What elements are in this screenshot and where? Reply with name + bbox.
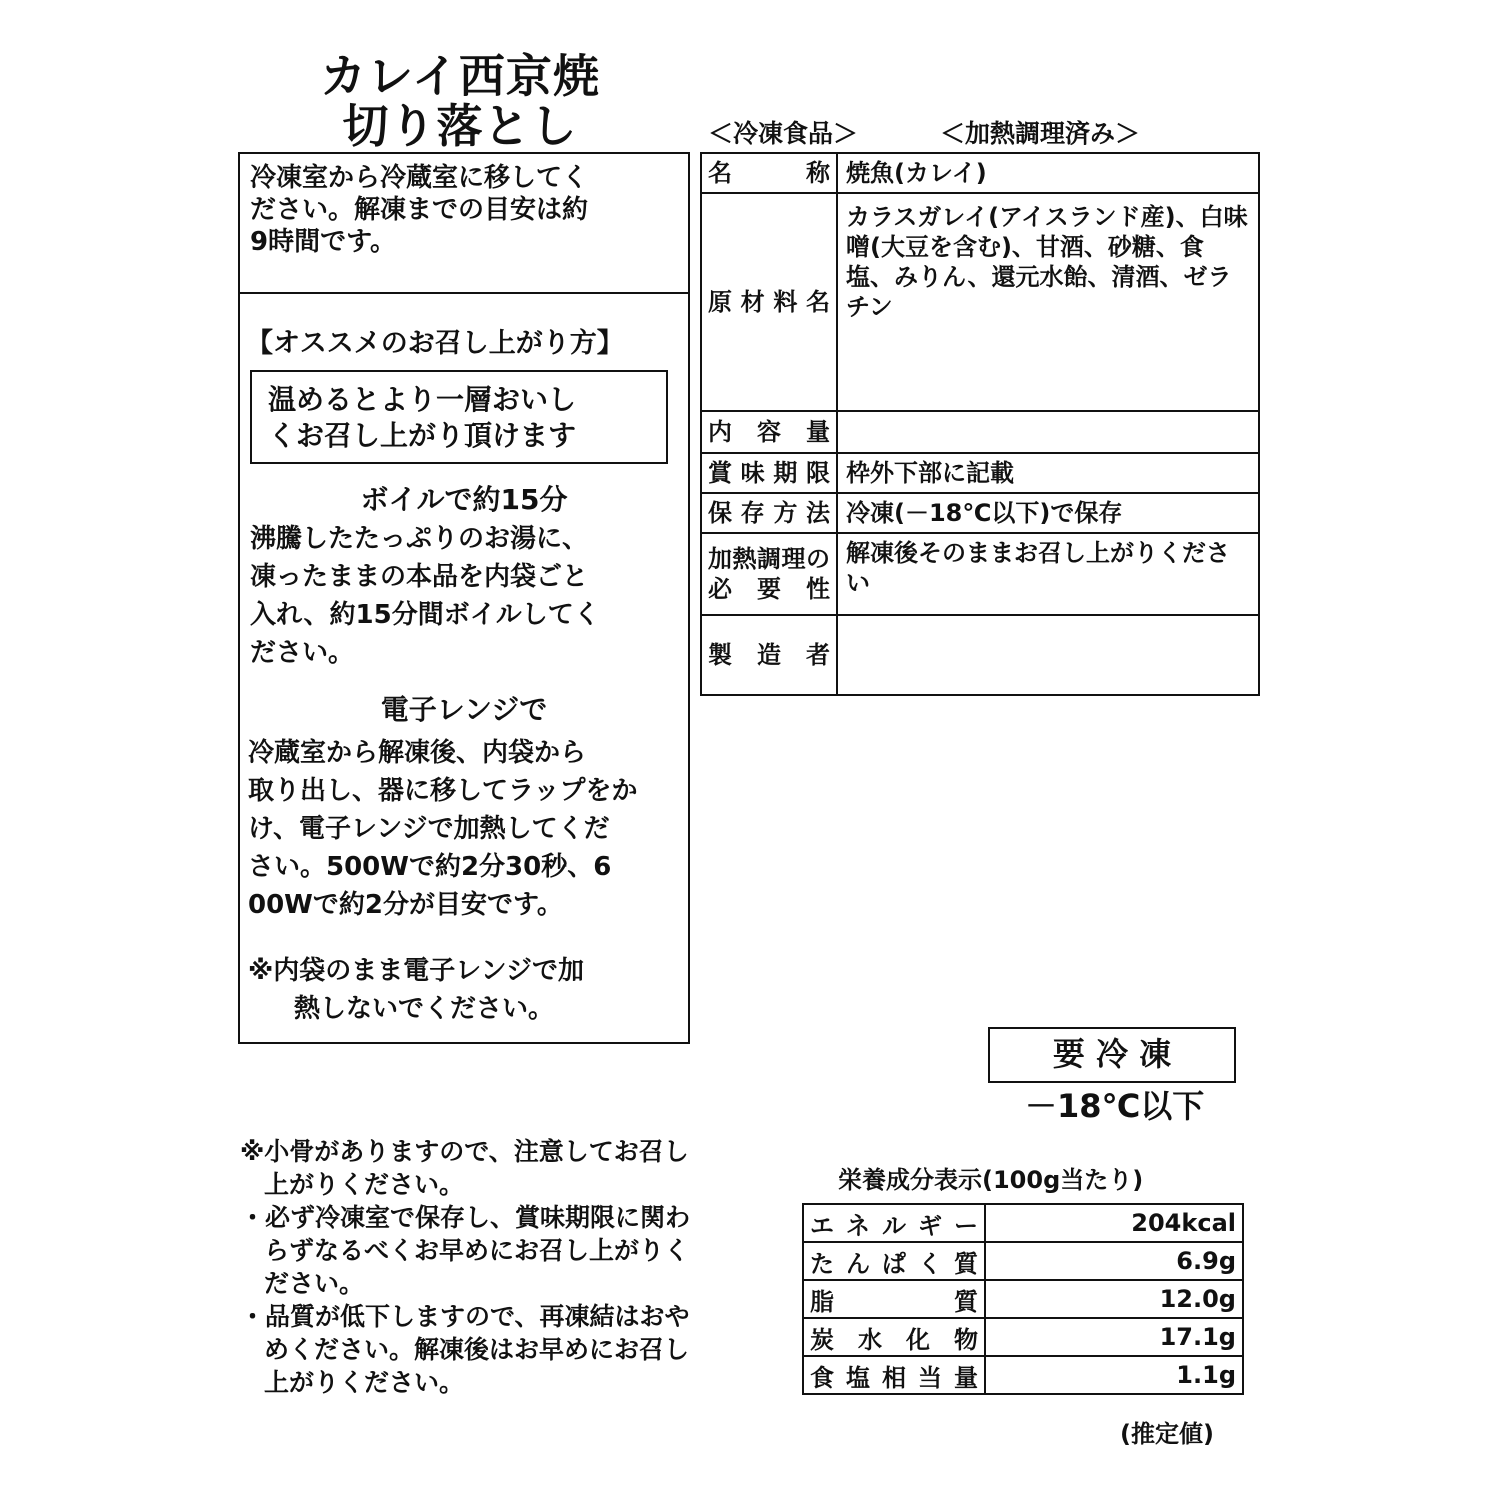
product-title-line2: 切り落とし (342, 99, 578, 153)
nutrition-label: 炭水化物 (803, 1318, 985, 1356)
spec-label: 内容量 (701, 411, 837, 453)
recommend-heading: 【オススメのお召し上がり方】 (246, 328, 624, 359)
nutrition-row (803, 1356, 1243, 1394)
boil-heading: ボイルで約15分 (360, 483, 568, 516)
thaw-note-line: 冷凍室から冷蔵室に移してく (250, 163, 589, 193)
nutrition-heading: 栄養成分表示(100g当たり) (838, 1166, 1144, 1194)
keep-frozen-temp: －18℃以下 (1025, 1087, 1205, 1125)
caution-item: ・品質が低下しますので、再凍結はおやめください。解凍後はお早めにお召し上がりください。 (240, 1302, 690, 1397)
highlight-line: 温めるとより一層おいし (268, 383, 577, 416)
microwave-line: け、電子レンジで加熱してくだ (248, 814, 610, 844)
microwave-line: さい。500Wで約2分30秒、6 (248, 852, 612, 882)
spec-row-heating (701, 533, 1259, 615)
boil-line: 沸騰したたっぷりのお湯に、 (250, 524, 589, 554)
boil-line: 凍ったままの本品を内袋ごと (250, 562, 589, 592)
microwave-line: 取り出し、器に移してラップをか (248, 776, 638, 806)
spec-row-ingredients (701, 193, 1259, 411)
spec-label: 名称 (701, 153, 837, 193)
highlight-box (250, 370, 668, 464)
microwave-heading: 電子レンジで (380, 693, 548, 726)
thaw-note-box (238, 152, 690, 294)
spec-row-best-before (701, 453, 1259, 493)
nutrition-row (803, 1204, 1243, 1242)
nutrition-label: たんぱく質 (803, 1242, 985, 1280)
precooked-label: ＜加熱調理済み＞ (940, 119, 1141, 148)
warning-line: ※内袋のまま電子レンジで加 (248, 956, 584, 986)
warning-line: 熱しないでください。 (294, 994, 555, 1024)
spec-row-manufacturer (701, 615, 1259, 695)
product-title-line1: カレイ西京焼 (320, 49, 600, 103)
spec-label: 賞味期限 (701, 453, 837, 493)
nutrition-value: 17.1g (985, 1318, 1243, 1356)
microwave-line: 00Wで約2分が目安です。 (248, 890, 563, 920)
spec-value: 焼魚(カレイ) (837, 153, 1259, 193)
caution-item: ・必ず冷凍室で保存し、賞味期限に関わらずなるべくお早めにお召し上がりください。 (240, 1203, 691, 1298)
spec-label: 製造者 (701, 615, 837, 695)
spec-value: 枠外下部に記載 (837, 453, 1259, 493)
boil-instructions (250, 520, 600, 672)
nutrition-value: 12.0g (985, 1280, 1243, 1318)
thaw-note-line: 9時間です。 (250, 227, 397, 257)
nutrition-value: 6.9g (985, 1242, 1243, 1280)
nutrition-footnote: (推定値) (1120, 1420, 1214, 1448)
frozen-food-label: ＜冷凍食品＞ (708, 119, 859, 148)
spec-value: 解凍後そのままお召し上がりください (837, 533, 1259, 615)
cautions-list (240, 1135, 710, 1399)
spec-row-storage (701, 493, 1259, 533)
spec-row-name (701, 153, 1259, 193)
nutrition-label: エネルギー (803, 1204, 985, 1242)
nutrition-row (803, 1280, 1243, 1318)
nutrition-value: 1.1g (985, 1356, 1243, 1394)
spec-label: 原材料名 (701, 193, 837, 411)
product-spec-table (700, 152, 1260, 696)
spec-label: 保存方法 (701, 493, 837, 533)
caution-item: ※小骨がありますので、注意してお召し上がりください。 (240, 1137, 689, 1199)
microwave-line: 冷蔵室から解凍後、内袋から (248, 738, 587, 768)
highlight-line: くお召し上がり頂けます (268, 419, 577, 452)
microwave-instructions (248, 734, 637, 924)
thaw-note-line: ださい。解凍までの目安は約 (250, 195, 589, 225)
spec-value (837, 615, 1259, 695)
boil-line: ださい。 (250, 638, 355, 668)
nutrition-table (802, 1203, 1244, 1395)
spec-value (837, 411, 1259, 453)
boil-line: 入れ、約15分間ボイルしてく (250, 600, 600, 630)
keep-frozen-badge: 要 冷 凍 (988, 1027, 1236, 1083)
nutrition-label: 食塩相当量 (803, 1356, 985, 1394)
nutrition-value: 204kcal (985, 1204, 1243, 1242)
spec-label: 加熱調理の必要性 (701, 533, 837, 615)
microwave-warning (248, 952, 584, 1028)
nutrition-row (803, 1318, 1243, 1356)
recommend-box (238, 292, 690, 1044)
spec-row-quantity (701, 411, 1259, 453)
nutrition-label: 脂質 (803, 1280, 985, 1318)
nutrition-row (803, 1242, 1243, 1280)
spec-value: カラスガレイ(アイスランド産)、白味噌(大豆を含む)、甘酒、砂糖、食塩、みりん、還元水飴、清酒、ゼラチン (837, 193, 1259, 411)
spec-value: 冷凍(－18℃以下)で保存 (837, 493, 1259, 533)
